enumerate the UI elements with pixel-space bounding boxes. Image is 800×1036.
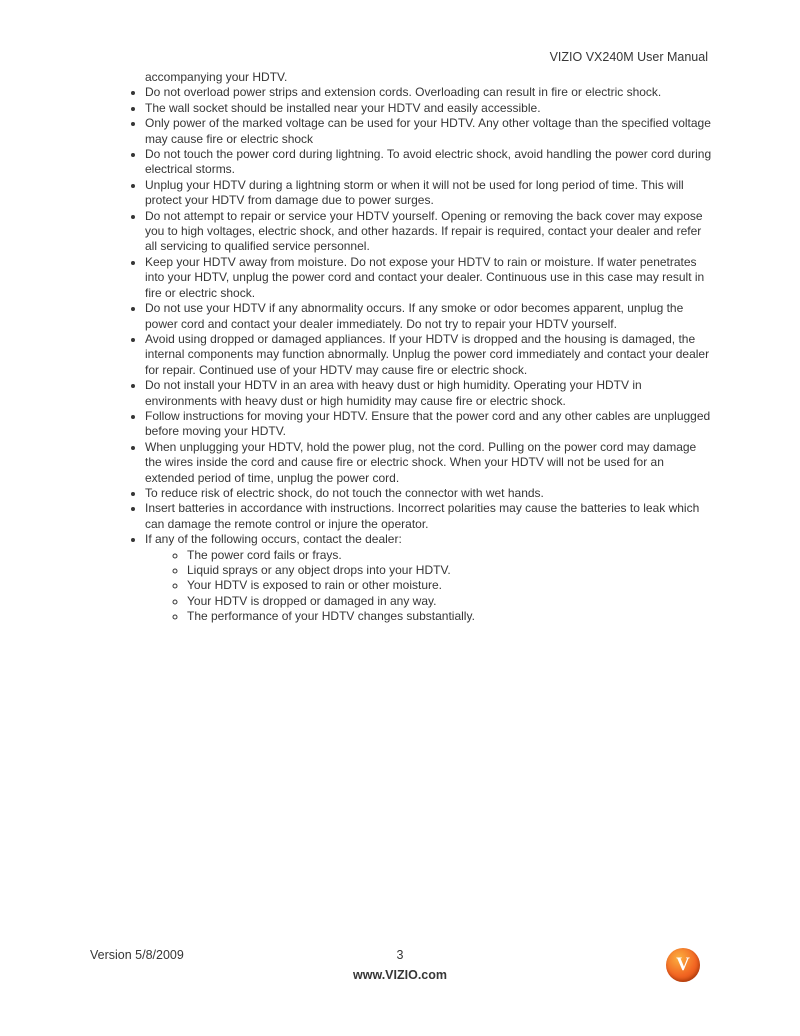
bullet-item: • Do not attempt to repair or service your HDTV yourself. Opening or removing the back cover may expose you to high voltages, electric shock, and other hazards. If repair is required, contact your dealer and refer all servicing to qualified service personnel. (145, 209, 715, 255)
footer-page-number: 3 (396, 948, 404, 962)
vizio-logo-letter: V (676, 953, 690, 975)
bullet-item: • The wall socket should be installed near your HDTV and easily accessible. (145, 101, 715, 116)
intro-continuation-text: accompanying your HDTV. (145, 70, 288, 84)
bullet-item (145, 532, 715, 624)
bullet-item: • Unplug your HDTV during a lightning storm or when it will not be used for long period of time. This will protect your HDTV from damage due to power surges. (145, 178, 715, 209)
bullet-item: • Only power of the marked voltage can be used for your HDTV. Any other voltage than the specified voltage may cause fire or electric shock (145, 116, 715, 147)
bullet-item: • Do not install your HDTV in an area with heavy dust or high humidity. Operating your HDTV in environments with heavy dust or high humidity may cause fire or electric shock. (145, 378, 715, 409)
bullet-item: • Do not use your HDTV if any abnormality occurs. If any smoke or odor becomes apparent, unplug the power cord and contact your dealer immediately. Do not try to repair your HDTV yourself. (145, 301, 715, 332)
content-area (119, 70, 715, 625)
page-header-title: VIZIO VX240M User Manual (549, 50, 708, 64)
footer-website-text: www.VIZIO.com (353, 968, 447, 982)
sub-bullet-item: ◦ Your HDTV is exposed to rain or other moisture. (187, 578, 715, 593)
bullet-item: • Avoid using dropped or damaged appliances. If your HDTV is dropped and the housing is damaged, the internal components may function abnormally. Unplug the power cord immediately and contact your dealer for repair. Continued use of your HDTV may cause fire or electric shock. (145, 332, 715, 378)
bullet-item-label: If any of the following occurs, contact the dealer: (145, 532, 402, 547)
sub-bullet-item: ◦ Liquid sprays or any object drops into your HDTV. (187, 563, 715, 578)
bullet-item: • When unplugging your HDTV, hold the power plug, not the cord. Pulling on the power cord may damage the wires inside the cord and cause fire or electric shock. When your HDTV will not be used for an extended period of time, unplug the power cord. (145, 440, 715, 486)
safety-bullet-list (119, 85, 715, 624)
bullet-item: • Follow instructions for moving your HDTV. Ensure that the power cord and any other cables are unplugged before moving your HDTV. (145, 409, 715, 440)
dealer-conditions-sub-list (145, 548, 715, 625)
bullet-item: • Insert batteries in accordance with instructions. Incorrect polarities may cause the batteries to leak which can damage the remote control or injure the operator. (145, 501, 715, 532)
bullet-item: • Do not touch the power cord during lightning. To avoid electric shock, avoid handling the power cord during electrical storms. (145, 147, 715, 178)
footer-version-text: Version 5/8/2009 (90, 948, 184, 962)
bullet-item: • Do not overload power strips and extension cords. Overloading can result in fire or electric shock. (145, 85, 715, 100)
bullet-item: • Keep your HDTV away from moisture. Do not expose your HDTV to rain or moisture. If water penetrates into your HDTV, unplug the power cord and contact your dealer. Continuous use in this case may result in fire or electric shock. (145, 255, 715, 301)
sub-bullet-item: ◦ The power cord fails or frays. (187, 548, 715, 563)
sub-bullet-item: ◦ The performance of your HDTV changes substantially. (187, 609, 715, 624)
vizio-logo (666, 948, 700, 982)
bullet-item: • To reduce risk of electric shock, do not touch the connector with wet hands. (145, 486, 715, 501)
sub-bullet-item: ◦ Your HDTV is dropped or damaged in any way. (187, 594, 715, 609)
